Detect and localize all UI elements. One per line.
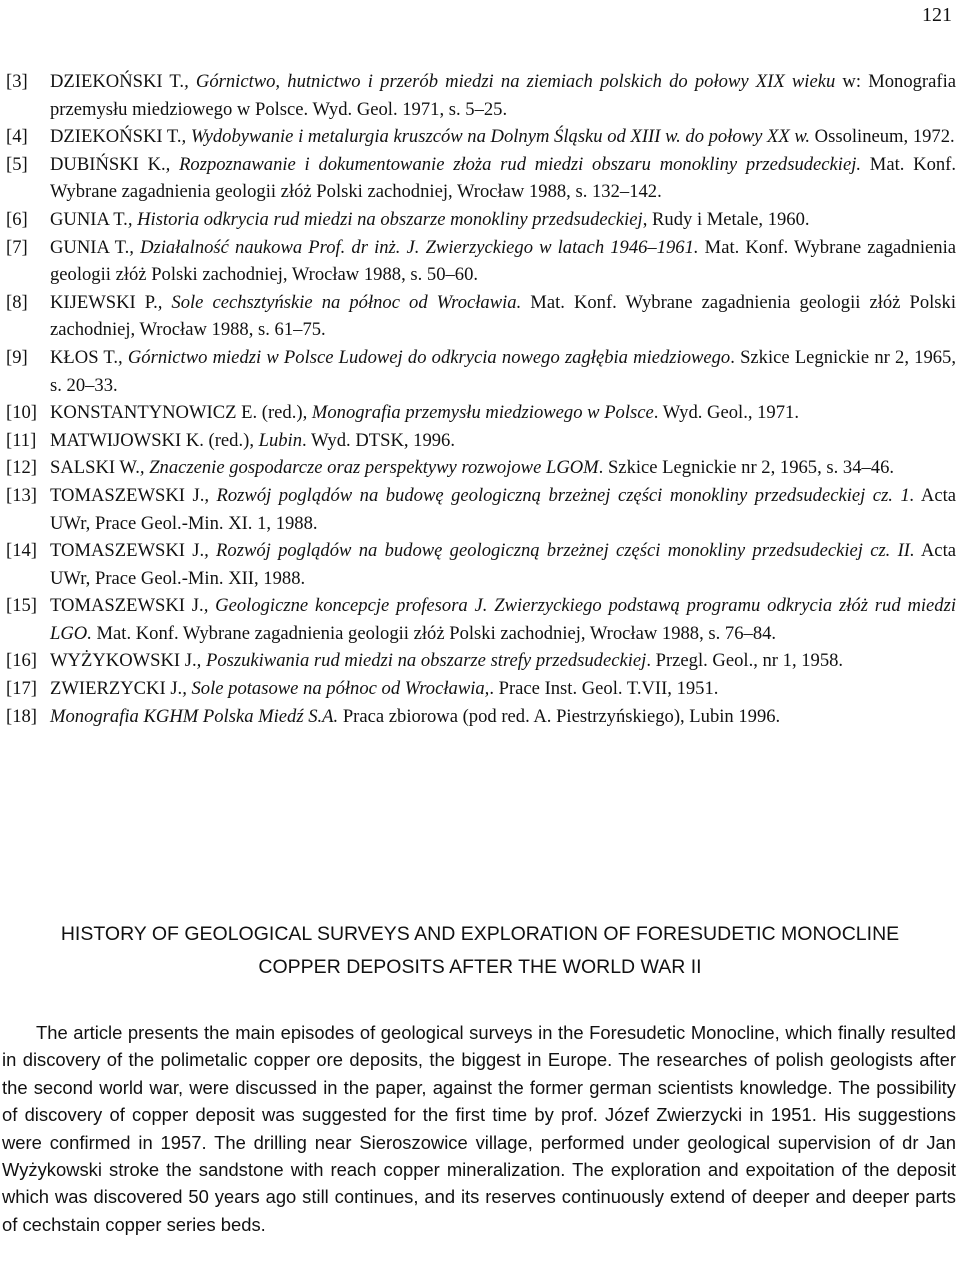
reference-source: Praca zbiorowa (pod red. A. Piestrzyńskiego), Lubin 1996.	[338, 705, 781, 727]
english-title	[0, 918, 960, 984]
reference-number: [10]	[6, 402, 37, 424]
reference-author: KIJEWSKI P.	[50, 291, 158, 313]
reference-item	[6, 454, 956, 482]
reference-author: TOMASZEWSKI J.	[50, 484, 205, 506]
reference-number: [16]	[6, 650, 37, 672]
reference-number: [5]	[6, 153, 28, 175]
reference-number: [14]	[6, 540, 37, 562]
reference-number: [12]	[6, 457, 37, 479]
reference-author: TOMASZEWSKI J.	[50, 595, 204, 617]
reference-number: [15]	[6, 595, 37, 617]
reference-author: GUNIA T.	[50, 208, 128, 230]
reference-title: , Znaczenie gospodarcze oraz perspektywy rozwojowe LGOM	[139, 457, 599, 479]
reference-item	[6, 344, 956, 399]
reference-title: , Geologiczne koncepcje profesora J. Zwierzyckiego podstawą programu odkrycia złóż rud miedzi LGO.	[50, 595, 956, 644]
reference-title: , Działalność naukowa Prof. dr inż. J. Zwierzyckiego w latach 1946–1961.	[129, 236, 699, 258]
reference-source: . Przegl. Geol., nr 1, 1958.	[646, 650, 844, 672]
reference-title: Monografia przemysłu miedziowego w Polsce	[311, 402, 654, 424]
reference-title: , Rozwój poglądów na budowę geologiczną brzeżnej części monokliny przedsudeckiej cz. 1.	[204, 484, 915, 506]
reference-number: [7]	[6, 236, 28, 258]
reference-author: TOMASZEWSKI J.	[50, 540, 205, 562]
reference-item	[6, 399, 956, 427]
reference-source: Acta UWr, Prace Geol.-Min. XI. 1, 1988.	[50, 484, 956, 534]
reference-source: . Prace Inst. Geol. T.VII, 1951.	[489, 678, 719, 700]
reference-list	[6, 68, 956, 730]
reference-item	[6, 537, 956, 592]
reference-source: w: Monografia przemysłu miedziowego w Polsce. Wyd. Geol. 1971, s. 5–25.	[50, 71, 956, 120]
reference-author: DZIEKOŃSKI T.	[50, 71, 185, 92]
reference-source: . Szkice Legnickie nr 2, 1965, s. 20–33.	[50, 346, 956, 396]
reference-source: Mat. Konf. Wybrane zagadnienia geologii złóż Polski zachodniej, Wrocław 1988, s. 132–142.	[50, 153, 957, 203]
reference-title: , Górnictwo, hutnictwo i przerób miedzi na ziemiach polskich do połowy XIX wieku	[184, 71, 836, 92]
english-abstract: The article presents the main episodes of geological surveys in the Foresudetic Monocline, which finally resulted in discovery of the polimetalic copper ore deposits, the biggest in Europe. The researches of polish geologists after the second world war, were discussed in the paper, against the former german scientists knowledge. The possibility of discovery of copper deposit was suggested for the first time by prof. Józef Zwierzycki in 1951. His suggestions were confirmed in 1957. The drilling near Sieroszowice village, performed under geological supervision of dr Jan Wyżykowski stroke the sandstone with reach copper mineralization. The exploration and expoitation of the deposit which was discovered 50 years ago still continues, and its reserves continuously extend of deeper and deeper parts of cechstain copper series beds.	[2, 1022, 956, 1235]
reference-number: [13]	[6, 484, 37, 506]
reference-item	[6, 206, 956, 234]
reference-source: Mat. Konf. Wybrane zagadnienia geologii złóż Polski zachodniej, Wrocław 1988, s. 76–84.	[91, 622, 777, 644]
reference-title: , Rozpoznawanie i dokumentowanie złoża rud miedzi obszaru monokliny przedsudeckiej.	[165, 153, 862, 175]
reference-number: [6]	[6, 208, 28, 230]
reference-author: WYŻYKOWSKI J.	[50, 650, 197, 672]
reference-number: [17]	[6, 678, 37, 700]
english-title-line-2: COPPER DEPOSITS AFTER THE WORLD WAR II	[258, 956, 702, 978]
reference-number: [8]	[6, 291, 28, 313]
reference-title: , Górnictwo miedzi w Polsce Ludowej do odkrycia nowego zagłębia miedziowego	[118, 346, 731, 368]
reference-item	[6, 427, 956, 455]
reference-source: Acta UWr, Prace Geol.-Min. XII, 1988.	[50, 540, 956, 589]
reference-title: , Sole cechsztyńskie na północ od Wrocławia.	[157, 291, 522, 313]
english-title-line-1: HISTORY OF GEOLOGICAL SURVEYS AND EXPLORATION OF FORESUDETIC MONOCLINE	[60, 923, 900, 945]
reference-source: , Rudy i Metale, 1960.	[642, 208, 810, 230]
reference-item	[6, 703, 956, 731]
reference-title: , Rozwój poglądów na budowę geologiczną brzeżnej części monokliny przedsudeckiej cz. II.	[204, 540, 915, 562]
reference-source: Mat. Konf. Wybrane zagadnienia geologii złóż Polski zachodniej, Wrocław 1988, s. 50–60.	[50, 236, 956, 286]
reference-item	[6, 123, 956, 151]
reference-item	[6, 234, 956, 289]
reference-author: KONSTANTYNOWICZ E. (red.),	[50, 402, 312, 424]
reference-title: Monografia KGHM Polska Miedź S.A.	[50, 705, 339, 727]
reference-source: . Szkice Legnickie nr 2, 1965, s. 34–46.	[598, 457, 895, 479]
reference-title: , Sole potasowe na północ od Wrocławia,	[182, 678, 490, 700]
reference-title: , Historia odkrycia rud miedzi na obszarze monokliny przedsudeckiej	[127, 208, 643, 230]
reference-source: . Wyd. DTSK, 1996.	[302, 429, 456, 451]
reference-item	[6, 647, 956, 675]
reference-author: SALSKI W.	[50, 457, 140, 479]
reference-title: , Poszukiwania rud miedzi na obszarze strefy przedsudeckiej	[196, 650, 647, 672]
reference-number: [4]	[6, 126, 28, 148]
reference-item	[6, 289, 956, 344]
reference-author: DZIEKOŃSKI T.	[50, 126, 182, 148]
reference-author: GUNIA T.	[50, 236, 130, 258]
reference-source: Ossolineum, 1972.	[810, 126, 955, 148]
reference-author: MATWIJOWSKI K. (red.),	[50, 429, 259, 451]
reference-source: Mat. Konf. Wybrane zagadnienia geologii złóż Polski zachodniej, Wrocław 1988, s. 61–75.	[50, 291, 956, 341]
reference-title: , Wydobywanie i metalurgia kruszców na Dolnym Śląsku od XIII w. do połowy XX w.	[181, 126, 811, 148]
reference-source: . Wyd. Geol., 1971.	[653, 402, 799, 424]
reference-author: KŁOS T.	[50, 346, 119, 368]
page-number: 121	[922, 4, 952, 26]
reference-number: [11]	[6, 429, 37, 451]
reference-number: [18]	[6, 705, 37, 727]
reference-item	[6, 675, 956, 703]
reference-number: [9]	[6, 346, 28, 368]
reference-author: ZWIERZYCKI J.	[50, 678, 183, 700]
reference-item	[6, 592, 956, 647]
reference-item	[6, 151, 956, 206]
reference-number: [3]	[6, 71, 28, 92]
reference-item	[6, 482, 956, 537]
reference-item	[6, 68, 956, 123]
reference-title: Lubin	[258, 429, 303, 451]
reference-author: DUBIŃSKI K.	[50, 153, 166, 175]
